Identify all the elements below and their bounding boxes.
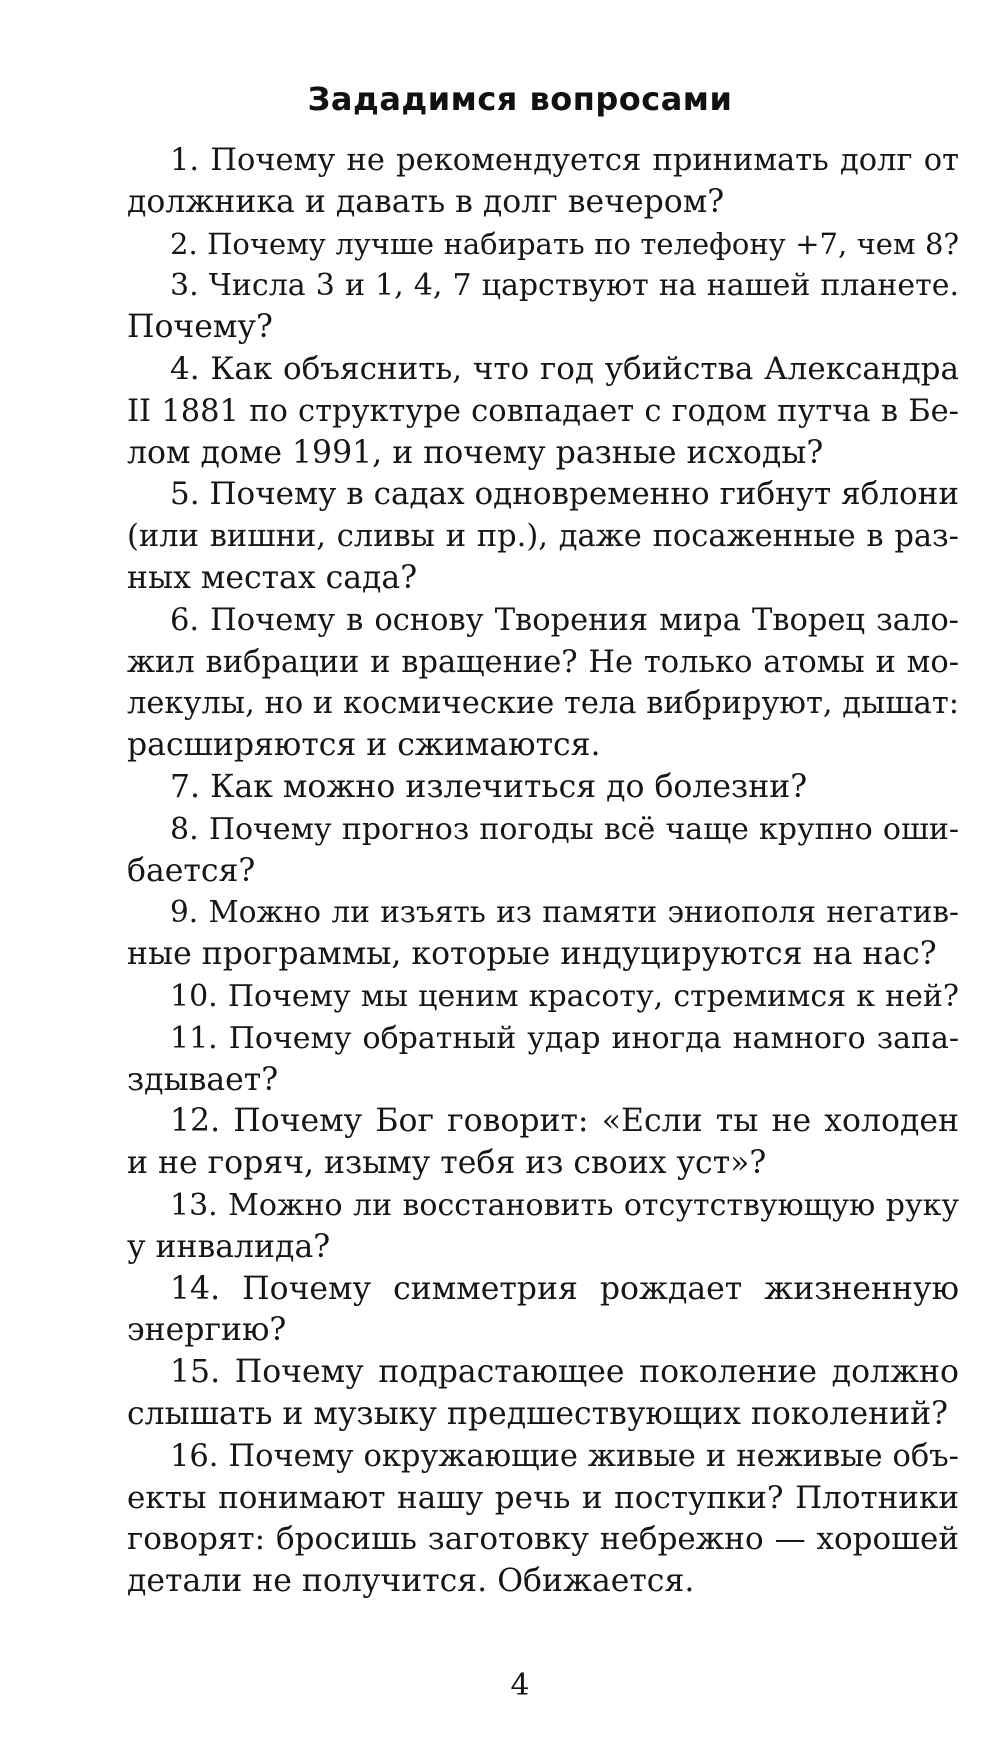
text-line: Почему?: [127, 309, 273, 346]
text-line: у инвалида?: [127, 1228, 331, 1265]
question-start-line: 11. Почему обратный удар иногда намного запа-: [170, 1020, 959, 1056]
text-line: энергию?: [127, 1312, 287, 1349]
question-start-line: 3. Числа 3 и 1, 4, 7 царствуют на нашей планете.: [170, 268, 959, 304]
question-start-line: 9. Можно ли изъять из памяти эниополя негатив-: [170, 895, 959, 930]
question-start-line: 5. Почему в садах одновременно гибнут яблони: [170, 476, 959, 513]
question-start-line: 1. Почему не рекомендуется принимать долг от: [170, 143, 959, 178]
text-line: должника и давать в долг вечером?: [127, 183, 725, 220]
text-line: ные программы, которые индуцируются на нас?: [127, 936, 937, 973]
question-start-line: 10. Почему мы ценим красоту, стремимся к ней?: [170, 978, 959, 1014]
text-line: екты понимают нашу речь и поступки? Плотники: [127, 1479, 959, 1516]
text-line: слышать и музыку предшествующих поколений?: [127, 1395, 948, 1432]
text-line: лекулы, но и космические тела вибрируют, дышат:: [127, 686, 959, 722]
text-line: II 1881 по структуре совпадает с годом путча в Бе-: [127, 393, 959, 429]
question-start-line: 12. Почему Бог говорит: «Если ты не холоден: [170, 1103, 959, 1140]
question-start-line: 8. Почему прогноз погоды всё чаще крупно оши-: [170, 811, 959, 847]
question-start-line: 15. Почему подрастающее поколение должно: [170, 1354, 959, 1391]
question-start-line: 14. Почему симметрия рождает жизненную: [170, 1270, 959, 1307]
text-line: расширяются и сжимаются.: [127, 727, 601, 764]
question-start-line: 6. Почему в основу Творения мира Творец зало-: [170, 602, 959, 638]
question-start-line: 4. Как объяснить, что год убийства Александра: [170, 350, 959, 387]
question-start-line: 2. Почему лучше набирать по телефону +7, чем 8?: [170, 226, 959, 261]
text-line: говорят: бросишь заготовку небрежно — хорошей: [127, 1521, 959, 1558]
text-line: ных местах сада?: [127, 559, 418, 596]
text-line: жил вибрации и вращение? Не только атомы и мо-: [127, 644, 959, 680]
question-start-line: 13. Можно ли восстановить отсутствующую руку: [170, 1187, 959, 1223]
text-line: лом доме 1991, и почему разные исходы?: [127, 434, 824, 471]
page-number: 4: [510, 1668, 530, 1703]
question-start-line: 7. Как можно излечиться до болезни?: [170, 768, 808, 805]
page-title: Зададимся вопросами: [307, 80, 733, 118]
text-line: и не горяч, изыму тебя из своих уст»?: [127, 1145, 767, 1182]
text-line: бается?: [127, 852, 256, 889]
text-line: детали не получится. Обижается.: [127, 1563, 695, 1600]
question-start-line: 16. Почему окружающие живые и неживые объ-: [170, 1438, 959, 1474]
text-line: здывает?: [127, 1061, 279, 1098]
text-line: (или вишни, сливы и пр.), даже посаженные в раз-: [127, 519, 959, 555]
body-text: [127, 140, 959, 1603]
